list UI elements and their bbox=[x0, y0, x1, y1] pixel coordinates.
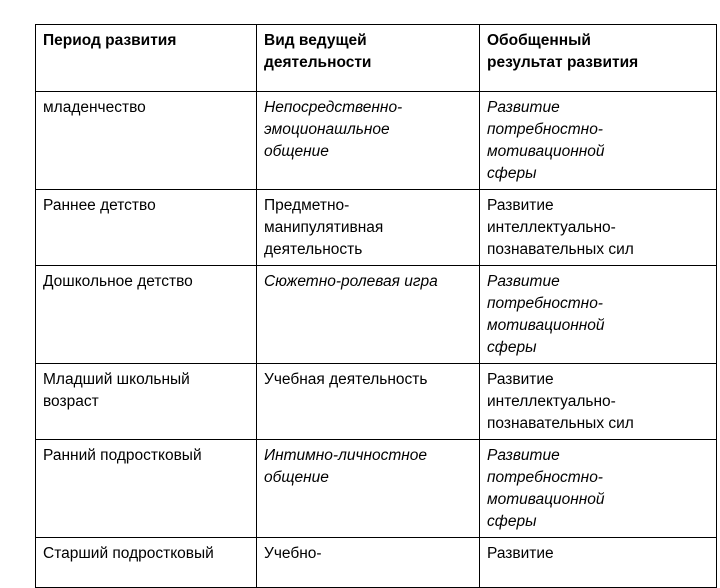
table-row bbox=[36, 266, 717, 364]
table-header-row bbox=[36, 25, 717, 92]
table-row bbox=[36, 440, 717, 538]
cell-activity: Непосредственно- эмоционашльное общение bbox=[257, 92, 480, 190]
cell-period: младенчество bbox=[36, 92, 257, 190]
cell-period: Младший школьный возраст bbox=[36, 364, 257, 440]
cell-period: Дошкольное детство bbox=[36, 266, 257, 364]
cell-activity: Учебно- bbox=[257, 538, 480, 588]
table-row bbox=[36, 190, 717, 266]
cell-period: Старший подростковый bbox=[36, 538, 257, 588]
cell-period: Раннее детство bbox=[36, 190, 257, 266]
cell-result: Развитие интеллектуально- познавательных сил bbox=[480, 364, 717, 440]
cell-activity: Интимно-личностное общение bbox=[257, 440, 480, 538]
cell-activity: Сюжетно-ролевая игра bbox=[257, 266, 480, 364]
header-development-result: Обобщенный результат развития bbox=[480, 25, 717, 92]
header-leading-activity: Вид ведущей деятельности bbox=[257, 25, 480, 92]
cell-activity: Предметно- манипулятивная деятельность bbox=[257, 190, 480, 266]
cell-activity: Учебная деятельность bbox=[257, 364, 480, 440]
cell-period: Ранний подростковый bbox=[36, 440, 257, 538]
cell-result: Развитие потребностно- мотивационной сферы bbox=[480, 440, 717, 538]
table-row bbox=[36, 538, 717, 588]
table-row bbox=[36, 364, 717, 440]
development-periods-table bbox=[35, 24, 717, 588]
header-period: Период развития bbox=[36, 25, 257, 92]
table-row bbox=[36, 92, 717, 190]
cell-result: Развитие потребностно- мотивационной сферы bbox=[480, 266, 717, 364]
cell-result: Развитие bbox=[480, 538, 717, 588]
cell-result: Развитие потребностно- мотивационной сферы bbox=[480, 92, 717, 190]
cell-result: Развитие интеллектуально- познавательных сил bbox=[480, 190, 717, 266]
